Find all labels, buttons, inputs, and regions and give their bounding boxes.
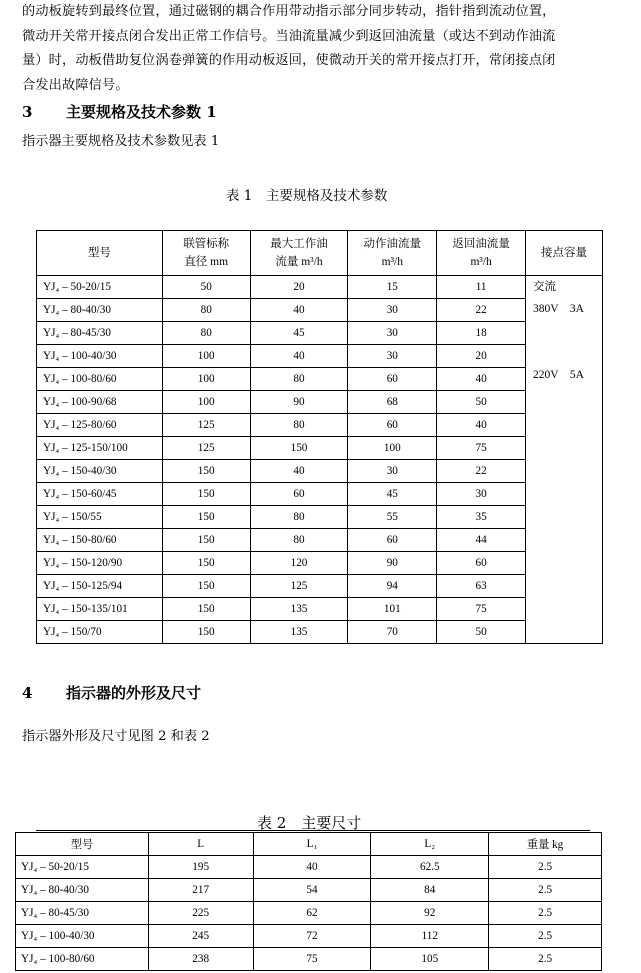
value-cell: 80 xyxy=(162,299,250,322)
value-cell: 18 xyxy=(437,322,526,345)
model-cell: YJ₄ – 150-60/45 xyxy=(37,483,163,506)
value-cell: 80 xyxy=(250,506,348,529)
value-cell: 245 xyxy=(148,925,253,948)
value-cell: 50 xyxy=(437,391,526,414)
table-row xyxy=(37,529,603,552)
value-cell: 150 xyxy=(162,529,250,552)
value-cell: 84 xyxy=(371,879,489,902)
table-row xyxy=(37,322,603,345)
intro-line-3: 量）时，动板借助复位涡卷弹簧的作用动板返回，使微动开关的常开接点打开，常闭接点闭 xyxy=(22,53,556,68)
value-cell: 80 xyxy=(250,368,348,391)
value-cell: 100 xyxy=(162,345,250,368)
dimension-header-cell: L₁ xyxy=(253,833,371,856)
value-cell: 135 xyxy=(250,621,348,644)
value-cell: 30 xyxy=(348,460,437,483)
model-cell: YJ₄ – 150-135/101 xyxy=(37,598,163,621)
value-cell: 50 xyxy=(162,276,250,299)
table-row xyxy=(37,437,603,460)
value-cell: 195 xyxy=(148,856,253,879)
value-cell: 94 xyxy=(348,575,437,598)
table-row xyxy=(37,598,603,621)
section-3-heading xyxy=(22,101,217,122)
value-cell: 125 xyxy=(250,575,348,598)
value-cell: 45 xyxy=(250,322,348,345)
dimension-header-cell: 重量 kg xyxy=(489,833,602,856)
table-row xyxy=(37,575,603,598)
value-cell: 150 xyxy=(250,437,348,460)
table1-caption: 表 1 主要规格及技术参数 xyxy=(226,188,388,204)
value-cell: 35 xyxy=(437,506,526,529)
dimension-table-header-row xyxy=(16,833,602,856)
section-3-text: 指示器主要规格及技术参数见表 1 xyxy=(22,134,220,149)
value-cell: 150 xyxy=(162,598,250,621)
model-cell: YJ₄ – 80-45/30 xyxy=(16,902,149,925)
header-diameter: 联管标称 直径 mm xyxy=(162,231,250,276)
section-4-number: 4 xyxy=(22,684,33,702)
value-cell: 80 xyxy=(162,322,250,345)
table-row xyxy=(16,856,602,879)
dimension-header-cell: 型号 xyxy=(16,833,149,856)
contact-capacity-line xyxy=(533,342,602,364)
model-cell: YJ₄ – 100-90/68 xyxy=(37,391,163,414)
model-cell: YJ₄ – 100-80/60 xyxy=(16,948,149,971)
model-cell: YJ₄ – 150/55 xyxy=(37,506,163,529)
value-cell: 2.5 xyxy=(489,856,602,879)
model-cell: YJ₄ – 80-40/30 xyxy=(16,879,149,902)
table-row xyxy=(37,621,603,644)
value-cell: 30 xyxy=(348,345,437,368)
section-3-title: 主要规格及技术参数 1 xyxy=(66,103,217,121)
value-cell: 15 xyxy=(348,276,437,299)
value-cell: 150 xyxy=(162,506,250,529)
section-3-number: 3 xyxy=(22,103,33,121)
model-cell: YJ₄ – 150-120/90 xyxy=(37,552,163,575)
table2-top-rule xyxy=(36,830,590,831)
value-cell: 105 xyxy=(371,948,489,971)
value-cell: 44 xyxy=(437,529,526,552)
value-cell: 40 xyxy=(250,345,348,368)
value-cell: 75 xyxy=(437,598,526,621)
model-cell: YJ₄ – 150/70 xyxy=(37,621,163,644)
value-cell: 2.5 xyxy=(489,902,602,925)
value-cell: 100 xyxy=(162,368,250,391)
value-cell: 40 xyxy=(250,460,348,483)
contact-capacity-line: 交流 xyxy=(533,281,557,293)
value-cell: 54 xyxy=(253,879,371,902)
value-cell: 80 xyxy=(250,529,348,552)
value-cell: 60 xyxy=(437,552,526,575)
value-cell: 150 xyxy=(162,460,250,483)
value-cell: 135 xyxy=(250,598,348,621)
value-cell: 45 xyxy=(348,483,437,506)
value-cell: 150 xyxy=(162,552,250,575)
table-row xyxy=(37,368,603,391)
table-row xyxy=(37,345,603,368)
value-cell: 30 xyxy=(348,299,437,322)
value-cell: 75 xyxy=(437,437,526,460)
model-cell: YJ₄ – 80-40/30 xyxy=(37,299,163,322)
value-cell: 225 xyxy=(148,902,253,925)
value-cell: 125 xyxy=(162,437,250,460)
table-row xyxy=(37,414,603,437)
section-4-title: 指示器的外形及尺寸 xyxy=(66,684,202,702)
table-row xyxy=(37,391,603,414)
value-cell: 11 xyxy=(437,276,526,299)
table2-caption: 表 2 主要尺寸 xyxy=(257,814,362,832)
value-cell: 150 xyxy=(162,483,250,506)
model-cell: YJ₄ – 80-45/30 xyxy=(37,322,163,345)
value-cell: 238 xyxy=(148,948,253,971)
value-cell: 60 xyxy=(250,483,348,506)
dimension-table xyxy=(15,832,602,971)
model-cell: YJ₄ – 125-150/100 xyxy=(37,437,163,460)
value-cell: 62.5 xyxy=(371,856,489,879)
table-row xyxy=(37,460,603,483)
value-cell: 2.5 xyxy=(489,879,602,902)
model-cell: YJ₄ – 150-125/94 xyxy=(37,575,163,598)
value-cell: 40 xyxy=(253,856,371,879)
dimension-header-cell: L xyxy=(148,833,253,856)
value-cell: 30 xyxy=(437,483,526,506)
header-max-flow: 最大工作油 流量 m³/h xyxy=(250,231,348,276)
table-row xyxy=(37,506,603,529)
contact-capacity-cell xyxy=(526,276,603,644)
table-row xyxy=(16,879,602,902)
model-cell: YJ₄ – 100-40/30 xyxy=(16,925,149,948)
value-cell: 40 xyxy=(250,299,348,322)
value-cell: 68 xyxy=(348,391,437,414)
value-cell: 30 xyxy=(348,322,437,345)
value-cell: 101 xyxy=(348,598,437,621)
model-cell: YJ₄ – 100-40/30 xyxy=(37,345,163,368)
value-cell: 150 xyxy=(162,621,250,644)
table-row xyxy=(37,552,603,575)
value-cell: 100 xyxy=(348,437,437,460)
table-row xyxy=(37,276,603,299)
value-cell: 70 xyxy=(348,621,437,644)
model-cell: YJ₄ – 150-40/30 xyxy=(37,460,163,483)
header-action-flow: 动作油流量 m³/h xyxy=(348,231,437,276)
header-return-flow: 返回油流量 m³/h xyxy=(437,231,526,276)
spec-table xyxy=(36,230,603,644)
table-row xyxy=(37,483,603,506)
section-4-heading xyxy=(22,682,201,703)
value-cell: 90 xyxy=(348,552,437,575)
table-row xyxy=(16,925,602,948)
value-cell: 112 xyxy=(371,925,489,948)
header-contact-capacity: 接点容量 xyxy=(526,231,603,276)
table-row xyxy=(37,299,603,322)
intro-line-1: 的动板旋转到最终位置，通过磁钢的耦合作用带动指示部分同步转动，指针指到流动位置， xyxy=(22,4,556,19)
value-cell: 22 xyxy=(437,299,526,322)
value-cell: 63 xyxy=(437,575,526,598)
value-cell: 40 xyxy=(437,414,526,437)
header-model: 型号 xyxy=(37,231,163,276)
value-cell: 20 xyxy=(250,276,348,299)
value-cell: 60 xyxy=(348,368,437,391)
value-cell: 92 xyxy=(371,902,489,925)
dimension-header-cell: L₂ xyxy=(371,833,489,856)
value-cell: 100 xyxy=(162,391,250,414)
model-cell: YJ₄ – 50-20/15 xyxy=(37,276,163,299)
value-cell: 60 xyxy=(348,529,437,552)
value-cell: 125 xyxy=(162,414,250,437)
model-cell: YJ₄ – 50-20/15 xyxy=(16,856,149,879)
model-cell: YJ₄ – 150-80/60 xyxy=(37,529,163,552)
contact-capacity-line: 220V 5A xyxy=(533,369,584,381)
value-cell: 2.5 xyxy=(489,948,602,971)
value-cell: 62 xyxy=(253,902,371,925)
value-cell: 90 xyxy=(250,391,348,414)
value-cell: 80 xyxy=(250,414,348,437)
contact-capacity-line: 380V 3A xyxy=(533,303,584,315)
value-cell: 40 xyxy=(437,368,526,391)
value-cell: 2.5 xyxy=(489,925,602,948)
value-cell: 55 xyxy=(348,506,437,529)
value-cell: 22 xyxy=(437,460,526,483)
intro-line-2: 微动开关常开接点闭合发出正常工作信号。当油流量减少到返回油流量（或达不到动作油流 xyxy=(22,28,556,44)
value-cell: 50 xyxy=(437,621,526,644)
value-cell: 20 xyxy=(437,345,526,368)
value-cell: 75 xyxy=(253,948,371,971)
table-row xyxy=(16,902,602,925)
contact-capacity-line xyxy=(533,320,602,342)
value-cell: 120 xyxy=(250,552,348,575)
value-cell: 60 xyxy=(348,414,437,437)
table-row xyxy=(16,948,602,971)
spec-table-header-row xyxy=(37,231,603,276)
section-4-text: 指示器外形及尺寸见图 2 和表 2 xyxy=(22,729,210,744)
model-cell: YJ₄ – 100-80/60 xyxy=(37,368,163,391)
value-cell: 72 xyxy=(253,925,371,948)
intro-line-4: 合发出故障信号。 xyxy=(22,77,129,93)
value-cell: 217 xyxy=(148,879,253,902)
intro-paragraph xyxy=(22,0,622,98)
value-cell: 150 xyxy=(162,575,250,598)
model-cell: YJ₄ – 125-80/60 xyxy=(37,414,163,437)
